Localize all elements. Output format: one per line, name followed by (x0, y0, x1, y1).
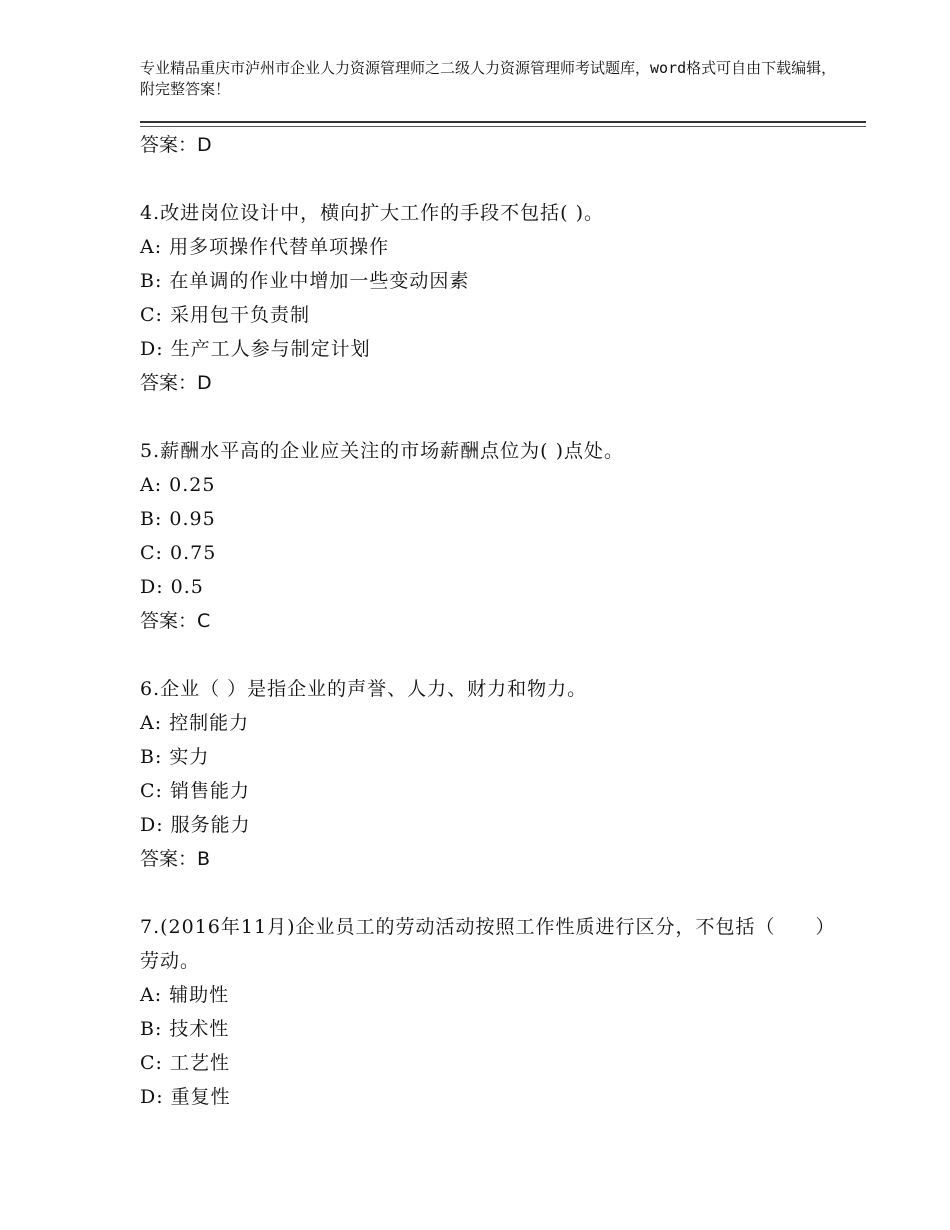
option-c: C: 0.75 (140, 542, 217, 564)
question-block (140, 672, 840, 876)
option-a: A: 控制能力 (140, 712, 250, 734)
answer-line: 答案：B (140, 848, 211, 870)
answer-line: 答案：D (140, 372, 212, 394)
answer-line: 答案：C (140, 610, 211, 632)
question-text: 5.薪酬水平高的企业应关注的市场薪酬点位为( )点处。 (140, 440, 624, 462)
document-header: 专业精品重庆市泸州市企业人力资源管理师之二级人力资源管理师考试题库，word格式可自由下载编辑，附完整答案！ (140, 59, 837, 98)
option-d: D: 服务能力 (140, 814, 251, 836)
option-b: B: 实力 (140, 746, 210, 768)
answer-line: 答案：D (140, 134, 212, 156)
header-divider-thin (140, 126, 866, 127)
option-c: C: 销售能力 (140, 780, 250, 802)
option-a: A: 用多项操作代替单项操作 (140, 236, 390, 258)
option-c: C: 工艺性 (140, 1052, 230, 1074)
question-block (140, 434, 840, 638)
question-block (140, 910, 840, 1114)
question-list (140, 128, 840, 1114)
option-b: B: 技术性 (140, 1018, 230, 1040)
option-b: B: 在单调的作业中增加一些变动因素 (140, 270, 470, 292)
option-b: B: 0.95 (140, 508, 216, 530)
option-d: D: 重复性 (140, 1086, 231, 1108)
option-c: C: 采用包干负责制 (140, 304, 310, 326)
option-d: D: 0.5 (140, 576, 204, 598)
question-text: 4.改进岗位设计中，横向扩大工作的手段不包括( )。 (140, 202, 604, 224)
option-a: A: 辅助性 (140, 984, 230, 1006)
option-a: A: 0.25 (140, 474, 216, 496)
question-text: 7.(2016年11月)企业员工的劳动活动按照工作性质进行区分，不包括（ ）劳动。 (140, 916, 836, 972)
option-d: D: 生产工人参与制定计划 (140, 338, 371, 360)
question-block (140, 196, 840, 400)
header-divider (140, 121, 866, 123)
question-text: 6.企业（ ）是指企业的声誉、人力、财力和物力。 (140, 678, 588, 700)
